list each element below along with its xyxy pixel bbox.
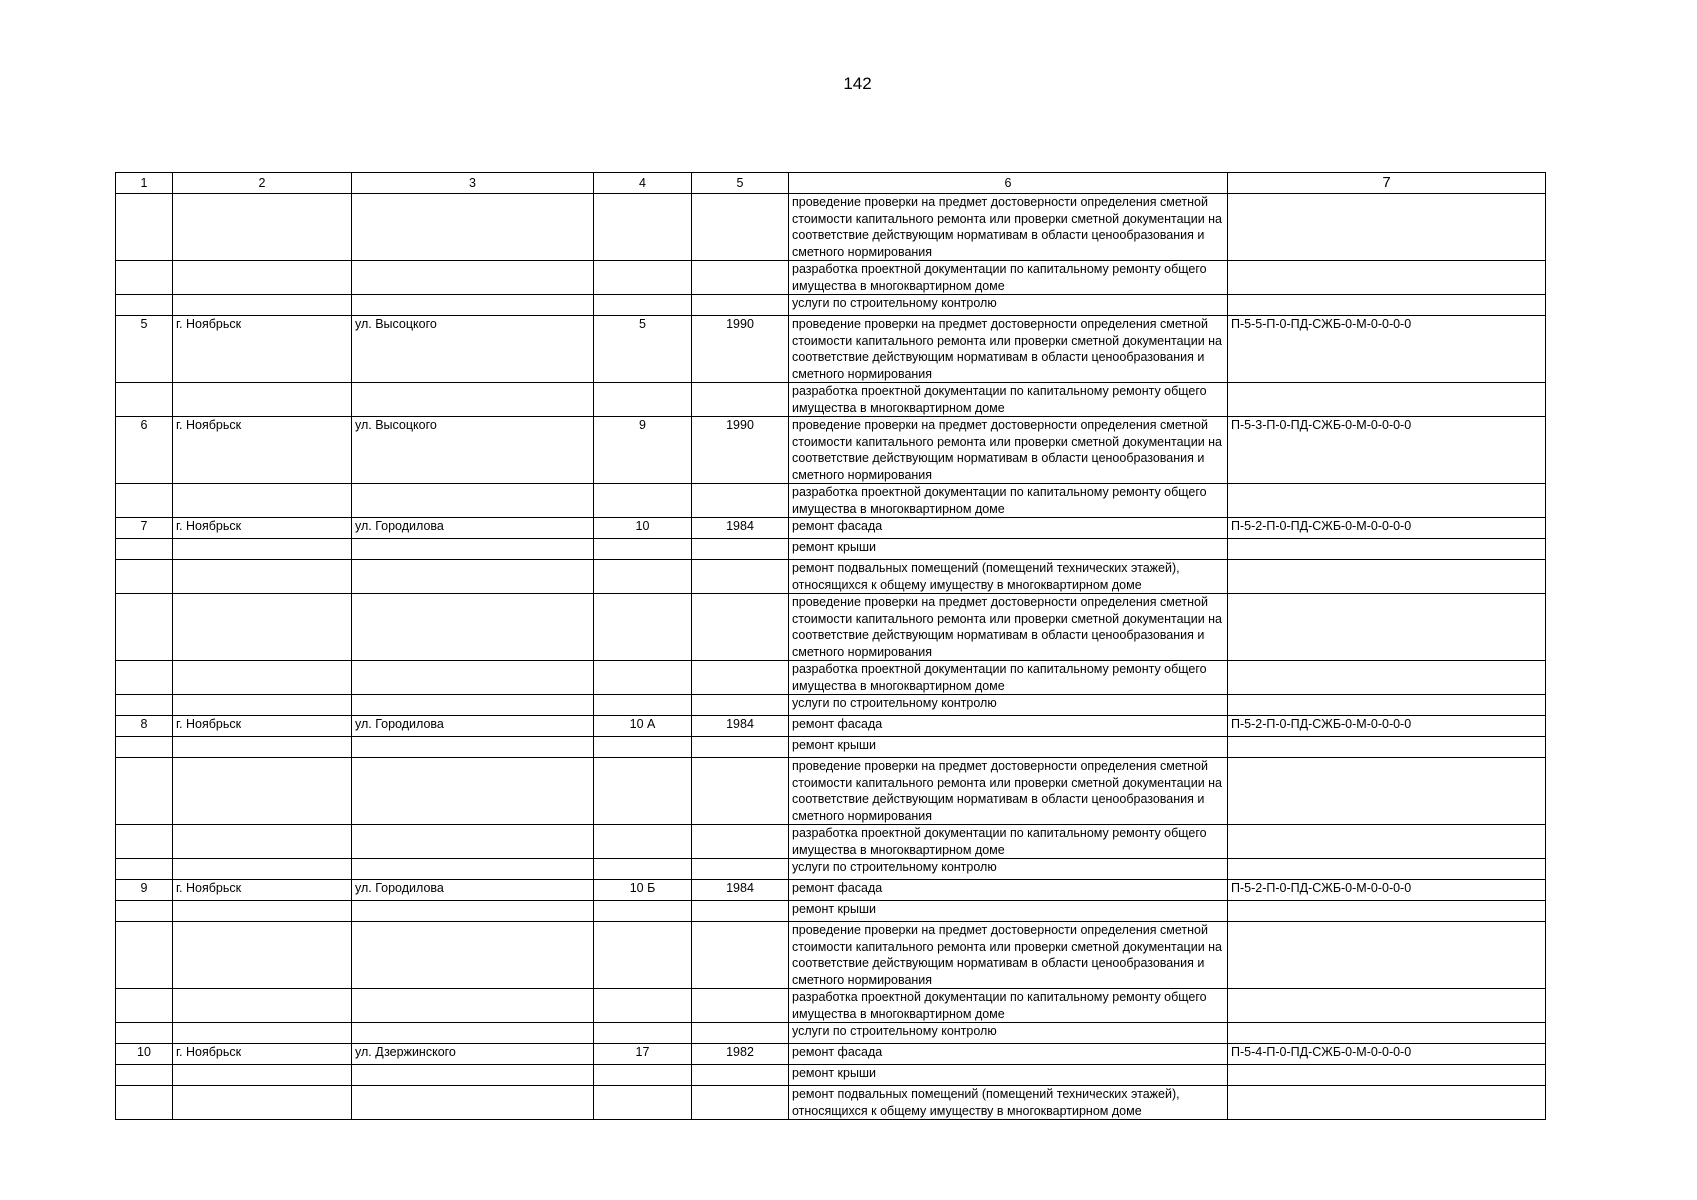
street-cell <box>352 989 594 1023</box>
house-number-cell <box>594 922 692 989</box>
build-year-cell <box>692 825 789 859</box>
street-cell: ул. Городилова <box>352 716 594 737</box>
table-row <box>116 1023 1546 1044</box>
build-year-cell: 1984 <box>692 716 789 737</box>
house-number-cell: 10 <box>594 518 692 539</box>
house-number-cell <box>594 1065 692 1086</box>
table-header <box>116 173 1546 194</box>
building-code-cell: П-5-2-П-0-ПД-СЖБ-0-М-0-0-0-0 <box>1228 518 1546 539</box>
build-year-cell <box>692 383 789 417</box>
building-code-cell <box>1228 695 1546 716</box>
row-number-cell <box>116 989 173 1023</box>
row-number-cell <box>116 737 173 758</box>
work-type-cell: услуги по строительному контролю <box>789 1023 1228 1044</box>
table-row <box>116 417 1546 484</box>
work-type-cell: проведение проверки на предмет достоверности определения сметной стоимости капитального ремонта или проверки сметной документации на соответствие действующим нормативам в области ценообразования и сметного нормирования <box>789 316 1228 383</box>
table-row <box>116 261 1546 295</box>
city-cell <box>173 1023 352 1044</box>
building-code-cell <box>1228 594 1546 661</box>
table-row <box>116 594 1546 661</box>
build-year-cell: 1990 <box>692 417 789 484</box>
table-body <box>116 194 1546 1120</box>
building-code-cell: П-5-2-П-0-ПД-СЖБ-0-М-0-0-0-0 <box>1228 880 1546 901</box>
work-type-cell: ремонт подвальных помещений (помещений технических этажей), относящихся к общему имуществу в многоквартирном доме <box>789 560 1228 594</box>
header-col-1: 1 <box>116 173 173 194</box>
build-year-cell <box>692 1086 789 1120</box>
row-number-cell <box>116 695 173 716</box>
house-number-cell <box>594 1086 692 1120</box>
house-number-cell: 10 А <box>594 716 692 737</box>
street-cell: ул. Городилова <box>352 880 594 901</box>
house-number-cell <box>594 859 692 880</box>
city-cell: г. Ноябрьск <box>173 716 352 737</box>
city-cell <box>173 825 352 859</box>
build-year-cell <box>692 695 789 716</box>
city-cell <box>173 383 352 417</box>
build-year-cell <box>692 859 789 880</box>
street-cell: ул. Высоцкого <box>352 417 594 484</box>
table-row <box>116 695 1546 716</box>
table-row <box>116 859 1546 880</box>
building-code-cell <box>1228 901 1546 922</box>
street-cell: ул. Городилова <box>352 518 594 539</box>
work-type-cell: разработка проектной документации по капитальному ремонту общего имущества в многоквартирном доме <box>789 383 1228 417</box>
house-number-cell <box>594 560 692 594</box>
row-number-cell: 9 <box>116 880 173 901</box>
row-number-cell <box>116 901 173 922</box>
street-cell <box>352 594 594 661</box>
city-cell <box>173 295 352 316</box>
house-number-cell <box>594 901 692 922</box>
header-col-4: 4 <box>594 173 692 194</box>
build-year-cell: 1984 <box>692 880 789 901</box>
house-number-cell: 17 <box>594 1044 692 1065</box>
table-row <box>116 560 1546 594</box>
street-cell <box>352 661 594 695</box>
header-row <box>116 173 1546 194</box>
street-cell <box>352 560 594 594</box>
street-cell <box>352 194 594 261</box>
street-cell <box>352 695 594 716</box>
work-type-cell: услуги по строительному контролю <box>789 695 1228 716</box>
row-number-cell <box>116 1086 173 1120</box>
build-year-cell <box>692 194 789 261</box>
work-type-cell: разработка проектной документации по капитальному ремонту общего имущества в многоквартирном доме <box>789 825 1228 859</box>
city-cell <box>173 484 352 518</box>
build-year-cell <box>692 1065 789 1086</box>
work-type-cell: разработка проектной документации по капитальному ремонту общего имущества в многоквартирном доме <box>789 484 1228 518</box>
street-cell <box>352 484 594 518</box>
work-type-cell: разработка проектной документации по капитальному ремонту общего имущества в многоквартирном доме <box>789 989 1228 1023</box>
build-year-cell <box>692 484 789 518</box>
house-number-cell <box>594 539 692 560</box>
work-type-cell: ремонт фасада <box>789 1044 1228 1065</box>
build-year-cell <box>692 901 789 922</box>
building-code-cell <box>1228 859 1546 880</box>
building-code-cell: П-5-4-П-0-ПД-СЖБ-0-М-0-0-0-0 <box>1228 1044 1546 1065</box>
city-cell: г. Ноябрьск <box>173 1044 352 1065</box>
build-year-cell <box>692 594 789 661</box>
work-type-cell: проведение проверки на предмет достоверности определения сметной стоимости капитального ремонта или проверки сметной документации на соответствие действующим нормативам в области ценообразования и сметного нормирования <box>789 417 1228 484</box>
house-number-cell <box>594 825 692 859</box>
row-number-cell <box>116 825 173 859</box>
row-number-cell <box>116 560 173 594</box>
table-row <box>116 295 1546 316</box>
table-row <box>116 1065 1546 1086</box>
work-type-cell: ремонт крыши <box>789 539 1228 560</box>
table-row <box>116 825 1546 859</box>
work-type-cell: ремонт крыши <box>789 737 1228 758</box>
row-number-cell <box>116 1023 173 1044</box>
city-cell <box>173 594 352 661</box>
building-code-cell <box>1228 194 1546 261</box>
house-number-cell <box>594 383 692 417</box>
street-cell <box>352 901 594 922</box>
city-cell: г. Ноябрьск <box>173 518 352 539</box>
table-row <box>116 922 1546 989</box>
row-number-cell <box>116 758 173 825</box>
build-year-cell <box>692 989 789 1023</box>
table-row <box>116 989 1546 1023</box>
house-number-cell <box>594 194 692 261</box>
table-row <box>116 880 1546 901</box>
building-code-cell <box>1228 989 1546 1023</box>
city-cell <box>173 695 352 716</box>
build-year-cell <box>692 922 789 989</box>
build-year-cell: 1984 <box>692 518 789 539</box>
row-number-cell <box>116 194 173 261</box>
row-number-cell: 6 <box>116 417 173 484</box>
row-number-cell <box>116 383 173 417</box>
table-row <box>116 901 1546 922</box>
table-row <box>116 758 1546 825</box>
work-type-cell: ремонт фасада <box>789 518 1228 539</box>
building-code-cell <box>1228 737 1546 758</box>
house-number-cell <box>594 594 692 661</box>
work-type-cell: проведение проверки на предмет достоверности определения сметной стоимости капитального ремонта или проверки сметной документации на соответствие действующим нормативам в области ценообразования и сметного нормирования <box>789 194 1228 261</box>
table-row <box>116 716 1546 737</box>
building-code-cell <box>1228 758 1546 825</box>
city-cell <box>173 1065 352 1086</box>
city-cell: г. Ноябрьск <box>173 417 352 484</box>
house-number-cell <box>594 758 692 825</box>
building-code-cell <box>1228 1065 1546 1086</box>
building-code-cell <box>1228 922 1546 989</box>
build-year-cell <box>692 737 789 758</box>
table-row <box>116 737 1546 758</box>
work-type-cell: услуги по строительному контролю <box>789 859 1228 880</box>
table-row <box>116 1044 1546 1065</box>
street-cell <box>352 1086 594 1120</box>
street-cell <box>352 383 594 417</box>
building-code-cell <box>1228 661 1546 695</box>
city-cell <box>173 560 352 594</box>
table-row <box>116 316 1546 383</box>
street-cell <box>352 261 594 295</box>
work-type-cell: проведение проверки на предмет достоверности определения сметной стоимости капитального ремонта или проверки сметной документации на соответствие действующим нормативам в области ценообразования и сметного нормирования <box>789 594 1228 661</box>
street-cell <box>352 295 594 316</box>
building-code-cell <box>1228 825 1546 859</box>
building-code-cell: П-5-5-П-0-ПД-СЖБ-0-М-0-0-0-0 <box>1228 316 1546 383</box>
work-type-cell: ремонт подвальных помещений (помещений технических этажей), относящихся к общему имуществу в многоквартирном доме <box>789 1086 1228 1120</box>
building-code-cell <box>1228 539 1546 560</box>
street-cell <box>352 922 594 989</box>
city-cell: г. Ноябрьск <box>173 880 352 901</box>
building-code-cell <box>1228 560 1546 594</box>
header-col-2: 2 <box>173 173 352 194</box>
street-cell <box>352 1023 594 1044</box>
city-cell <box>173 758 352 825</box>
work-type-cell: ремонт фасада <box>789 716 1228 737</box>
city-cell <box>173 859 352 880</box>
build-year-cell <box>692 295 789 316</box>
city-cell: г. Ноябрьск <box>173 316 352 383</box>
table-row <box>116 1086 1546 1120</box>
table-row <box>116 194 1546 261</box>
house-number-cell: 9 <box>594 417 692 484</box>
row-number-cell <box>116 661 173 695</box>
house-number-cell <box>594 484 692 518</box>
row-number-cell: 5 <box>116 316 173 383</box>
row-number-cell <box>116 859 173 880</box>
header-col-7: 7 <box>1228 173 1546 194</box>
build-year-cell <box>692 539 789 560</box>
work-type-cell: услуги по строительному контролю <box>789 295 1228 316</box>
row-number-cell: 10 <box>116 1044 173 1065</box>
street-cell <box>352 859 594 880</box>
house-number-cell <box>594 695 692 716</box>
work-type-cell: ремонт крыши <box>789 901 1228 922</box>
header-col-3: 3 <box>352 173 594 194</box>
building-code-cell <box>1228 383 1546 417</box>
repair-schedule-table <box>115 172 1546 1120</box>
work-type-cell: разработка проектной документации по капитальному ремонту общего имущества в многоквартирном доме <box>789 261 1228 295</box>
build-year-cell <box>692 560 789 594</box>
building-code-cell <box>1228 1086 1546 1120</box>
work-type-cell: ремонт крыши <box>789 1065 1228 1086</box>
header-col-5: 5 <box>692 173 789 194</box>
work-type-cell: разработка проектной документации по капитальному ремонту общего имущества в многоквартирном доме <box>789 661 1228 695</box>
table-row <box>116 518 1546 539</box>
row-number-cell: 8 <box>116 716 173 737</box>
row-number-cell <box>116 1065 173 1086</box>
build-year-cell <box>692 661 789 695</box>
house-number-cell <box>594 1023 692 1044</box>
city-cell <box>173 1086 352 1120</box>
city-cell <box>173 922 352 989</box>
building-code-cell <box>1228 484 1546 518</box>
building-code-cell <box>1228 295 1546 316</box>
street-cell: ул. Дзержинского <box>352 1044 594 1065</box>
street-cell: ул. Высоцкого <box>352 316 594 383</box>
house-number-cell <box>594 737 692 758</box>
work-type-cell: проведение проверки на предмет достоверности определения сметной стоимости капитального ремонта или проверки сметной документации на соответствие действующим нормативам в области ценообразования и сметного нормирования <box>789 922 1228 989</box>
build-year-cell <box>692 1023 789 1044</box>
row-number-cell <box>116 295 173 316</box>
row-number-cell <box>116 539 173 560</box>
building-code-cell: П-5-3-П-0-ПД-СЖБ-0-М-0-0-0-0 <box>1228 417 1546 484</box>
row-number-cell <box>116 922 173 989</box>
table-row <box>116 661 1546 695</box>
row-number-cell: 7 <box>116 518 173 539</box>
house-number-cell <box>594 989 692 1023</box>
house-number-cell <box>594 295 692 316</box>
city-cell <box>173 661 352 695</box>
page-number: 142 <box>843 74 872 93</box>
house-number-cell <box>594 661 692 695</box>
table-row <box>116 539 1546 560</box>
street-cell <box>352 539 594 560</box>
street-cell <box>352 758 594 825</box>
build-year-cell: 1990 <box>692 316 789 383</box>
work-type-cell: ремонт фасада <box>789 880 1228 901</box>
city-cell <box>173 901 352 922</box>
street-cell <box>352 737 594 758</box>
row-number-cell <box>116 484 173 518</box>
build-year-cell <box>692 758 789 825</box>
row-number-cell <box>116 261 173 295</box>
building-code-cell <box>1228 261 1546 295</box>
table-row <box>116 484 1546 518</box>
house-number-cell <box>594 261 692 295</box>
city-cell <box>173 261 352 295</box>
street-cell <box>352 1065 594 1086</box>
build-year-cell <box>692 261 789 295</box>
street-cell <box>352 825 594 859</box>
city-cell <box>173 989 352 1023</box>
build-year-cell: 1982 <box>692 1044 789 1065</box>
table-row <box>116 383 1546 417</box>
house-number-cell: 10 Б <box>594 880 692 901</box>
row-number-cell <box>116 594 173 661</box>
house-number-cell: 5 <box>594 316 692 383</box>
building-code-cell: П-5-2-П-0-ПД-СЖБ-0-М-0-0-0-0 <box>1228 716 1546 737</box>
building-code-cell <box>1228 1023 1546 1044</box>
city-cell <box>173 194 352 261</box>
city-cell <box>173 737 352 758</box>
city-cell <box>173 539 352 560</box>
header-col-6: 6 <box>789 173 1228 194</box>
work-type-cell: проведение проверки на предмет достоверности определения сметной стоимости капитального ремонта или проверки сметной документации на соответствие действующим нормативам в области ценообразования и сметного нормирования <box>789 758 1228 825</box>
